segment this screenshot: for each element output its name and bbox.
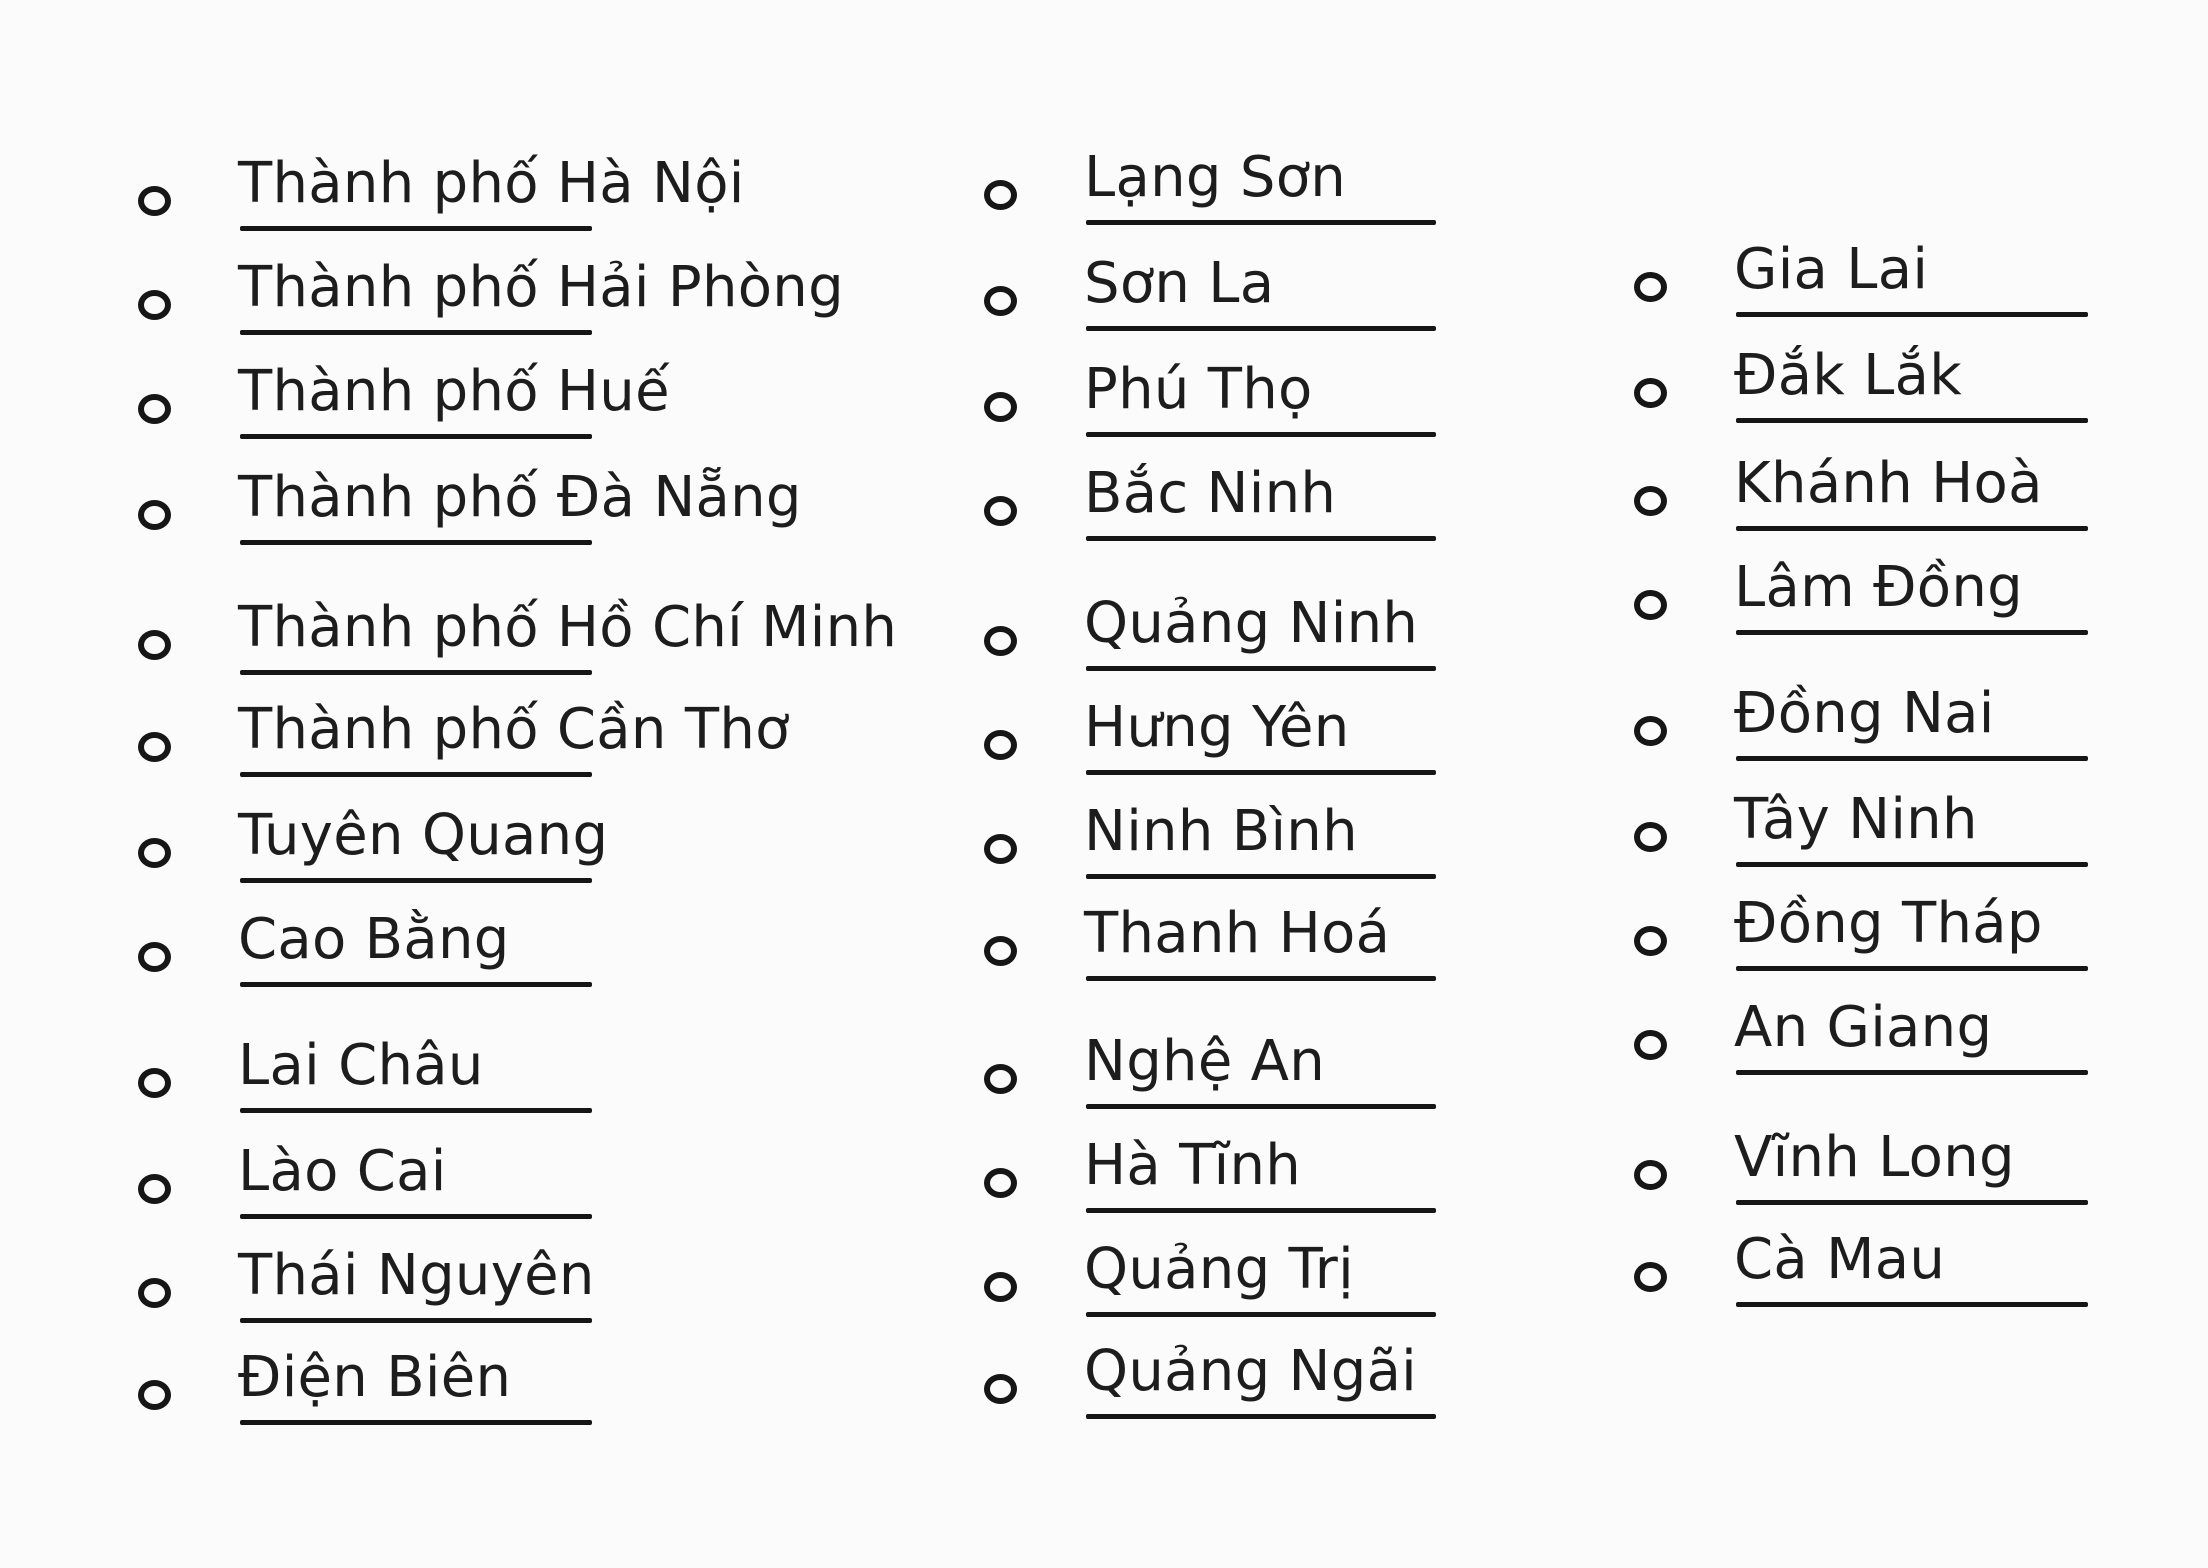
option-label: Thành phố Đà Nẵng bbox=[238, 465, 802, 530]
answer-line bbox=[240, 226, 592, 231]
option-label: Lâm Đồng bbox=[1734, 555, 2023, 620]
radio-circle-icon[interactable] bbox=[1634, 822, 1667, 852]
option-label: Thành phố Hồ Chí Minh bbox=[238, 595, 898, 660]
option-label: Vĩnh Long bbox=[1734, 1125, 2015, 1190]
option-item[interactable] bbox=[980, 1122, 1450, 1222]
option-label: Thành phố Hà Nội bbox=[238, 151, 745, 216]
column-2 bbox=[980, 0, 1450, 1568]
option-label: Đồng Tháp bbox=[1734, 891, 2043, 956]
option-label: Lai Châu bbox=[238, 1033, 484, 1098]
answer-line bbox=[1736, 1302, 2088, 1307]
option-label: Hưng Yên bbox=[1084, 695, 1350, 760]
option-label: Sơn La bbox=[1084, 251, 1275, 316]
option-label: Quảng Ngãi bbox=[1084, 1339, 1418, 1404]
answer-line bbox=[1086, 1312, 1436, 1317]
option-label: Thành phố Cần Thơ bbox=[238, 697, 790, 762]
option-item[interactable] bbox=[134, 896, 894, 996]
radio-circle-icon[interactable] bbox=[1634, 590, 1667, 620]
option-item[interactable] bbox=[1630, 670, 2100, 770]
option-item[interactable] bbox=[980, 1226, 1450, 1326]
option-item[interactable] bbox=[1630, 544, 2100, 644]
radio-circle-icon[interactable] bbox=[1634, 1262, 1667, 1292]
radio-circle-icon[interactable] bbox=[138, 500, 171, 530]
radio-circle-icon[interactable] bbox=[984, 286, 1017, 316]
option-label: Nghệ An bbox=[1084, 1029, 1326, 1094]
option-label: Thành phố Huế bbox=[238, 359, 670, 424]
radio-circle-icon[interactable] bbox=[138, 1174, 171, 1204]
option-item[interactable] bbox=[134, 140, 894, 240]
answer-line bbox=[1736, 862, 2088, 867]
answer-line bbox=[240, 434, 592, 439]
option-label: Thành phố Hải Phòng bbox=[238, 255, 844, 320]
radio-circle-icon[interactable] bbox=[138, 838, 171, 868]
option-label: Gia Lai bbox=[1734, 237, 1929, 302]
option-label: Ninh Bình bbox=[1084, 799, 1358, 864]
radio-circle-icon[interactable] bbox=[984, 936, 1017, 966]
option-label: Điện Biên bbox=[238, 1345, 512, 1410]
radio-circle-icon[interactable] bbox=[1634, 378, 1667, 408]
answer-line bbox=[240, 772, 592, 777]
answer-line bbox=[1086, 536, 1436, 541]
answer-line bbox=[240, 1214, 592, 1219]
column-1 bbox=[134, 0, 898, 1568]
answer-line bbox=[1736, 526, 2088, 531]
answer-line bbox=[1086, 220, 1436, 225]
option-label: Đồng Nai bbox=[1734, 681, 1995, 746]
answer-line bbox=[1086, 326, 1436, 331]
option-label: Bắc Ninh bbox=[1084, 461, 1337, 526]
answer-line bbox=[1736, 966, 2088, 971]
radio-circle-icon[interactable] bbox=[1634, 716, 1667, 746]
radio-circle-icon[interactable] bbox=[138, 1068, 171, 1098]
option-item[interactable] bbox=[1630, 332, 2100, 432]
answer-line bbox=[240, 982, 592, 987]
option-item[interactable] bbox=[134, 792, 894, 892]
option-item[interactable] bbox=[980, 346, 1450, 446]
option-label: Lào Cai bbox=[238, 1139, 447, 1204]
option-item[interactable] bbox=[134, 1022, 894, 1122]
option-item[interactable] bbox=[980, 788, 1450, 888]
option-label: Quảng Ninh bbox=[1084, 591, 1419, 656]
option-item[interactable] bbox=[134, 454, 894, 554]
answer-line bbox=[240, 878, 592, 883]
option-item[interactable] bbox=[980, 240, 1450, 340]
radio-circle-icon[interactable] bbox=[138, 1278, 171, 1308]
answer-line bbox=[1086, 1414, 1436, 1419]
option-label: Cà Mau bbox=[1734, 1227, 1946, 1292]
answer-line bbox=[1086, 432, 1436, 437]
radio-circle-icon[interactable] bbox=[984, 1168, 1017, 1198]
answer-line bbox=[240, 540, 592, 545]
answer-line bbox=[1086, 874, 1436, 879]
radio-circle-icon[interactable] bbox=[1634, 1160, 1667, 1190]
answer-line bbox=[1736, 418, 2088, 423]
option-label: Cao Bằng bbox=[238, 907, 510, 972]
option-label: Tuyên Quang bbox=[238, 803, 609, 868]
radio-circle-icon[interactable] bbox=[984, 392, 1017, 422]
option-label: An Giang bbox=[1734, 995, 1993, 1060]
option-item[interactable] bbox=[1630, 226, 2100, 326]
option-item[interactable] bbox=[980, 684, 1450, 784]
option-item[interactable] bbox=[134, 1128, 894, 1228]
radio-circle-icon[interactable] bbox=[984, 626, 1017, 656]
radio-circle-icon[interactable] bbox=[984, 730, 1017, 760]
answer-line bbox=[240, 670, 592, 675]
radio-circle-icon[interactable] bbox=[1634, 1030, 1667, 1060]
radio-circle-icon[interactable] bbox=[138, 394, 171, 424]
option-item[interactable] bbox=[1630, 776, 2100, 876]
radio-circle-icon[interactable] bbox=[138, 942, 171, 972]
option-item[interactable] bbox=[980, 134, 1450, 234]
radio-circle-icon[interactable] bbox=[138, 1380, 171, 1410]
answer-line bbox=[1086, 770, 1436, 775]
option-item[interactable] bbox=[134, 244, 894, 344]
option-label: Thanh Hoá bbox=[1084, 901, 1391, 966]
option-item[interactable] bbox=[1630, 440, 2100, 540]
radio-circle-icon[interactable] bbox=[984, 180, 1017, 210]
answer-line bbox=[240, 1318, 592, 1323]
option-item[interactable] bbox=[134, 1232, 894, 1332]
answer-line bbox=[240, 330, 592, 335]
radio-circle-icon[interactable] bbox=[138, 186, 171, 216]
radio-circle-icon[interactable] bbox=[138, 732, 171, 762]
radio-circle-icon[interactable] bbox=[138, 630, 171, 660]
option-item[interactable] bbox=[1630, 880, 2100, 980]
column-3 bbox=[1630, 0, 2100, 1568]
radio-circle-icon[interactable] bbox=[1634, 272, 1667, 302]
option-label: Thái Nguyên bbox=[238, 1243, 595, 1308]
option-item[interactable] bbox=[134, 348, 894, 448]
answer-line bbox=[1736, 312, 2088, 317]
option-item[interactable] bbox=[134, 686, 894, 786]
answer-line bbox=[240, 1420, 592, 1425]
answer-line bbox=[1736, 1200, 2088, 1205]
answer-line bbox=[240, 1108, 592, 1113]
option-label: Phú Thọ bbox=[1084, 357, 1313, 422]
answer-line bbox=[1086, 1104, 1436, 1109]
option-label: Quảng Trị bbox=[1084, 1237, 1354, 1302]
answer-line bbox=[1086, 1208, 1436, 1213]
option-item[interactable] bbox=[1630, 1114, 2100, 1214]
radio-circle-icon[interactable] bbox=[984, 1272, 1017, 1302]
radio-circle-icon[interactable] bbox=[984, 496, 1017, 526]
radio-circle-icon[interactable] bbox=[1634, 926, 1667, 956]
answer-line bbox=[1736, 1070, 2088, 1075]
radio-circle-icon[interactable] bbox=[1634, 486, 1667, 516]
option-label: Tây Ninh bbox=[1734, 787, 1978, 852]
answer-line bbox=[1086, 976, 1436, 981]
option-item[interactable] bbox=[980, 450, 1450, 550]
option-item[interactable] bbox=[134, 584, 898, 684]
option-item[interactable] bbox=[1630, 1216, 2100, 1316]
option-item[interactable] bbox=[980, 1018, 1450, 1118]
option-item[interactable] bbox=[980, 1328, 1450, 1428]
option-label: Lạng Sơn bbox=[1084, 145, 1347, 210]
radio-circle-icon[interactable] bbox=[984, 834, 1017, 864]
option-item[interactable] bbox=[980, 890, 1450, 990]
radio-circle-icon[interactable] bbox=[984, 1374, 1017, 1404]
answer-line bbox=[1086, 666, 1436, 671]
option-item[interactable] bbox=[134, 1334, 894, 1434]
option-item[interactable] bbox=[980, 580, 1450, 680]
option-label: Đắk Lắk bbox=[1734, 343, 1962, 408]
answer-line bbox=[1736, 630, 2088, 635]
option-item[interactable] bbox=[1630, 984, 2100, 1084]
radio-circle-icon[interactable] bbox=[984, 1064, 1017, 1094]
radio-circle-icon[interactable] bbox=[138, 290, 171, 320]
answer-line bbox=[1736, 756, 2088, 761]
option-label: Hà Tĩnh bbox=[1084, 1133, 1302, 1198]
option-label: Khánh Hoà bbox=[1734, 451, 2043, 516]
